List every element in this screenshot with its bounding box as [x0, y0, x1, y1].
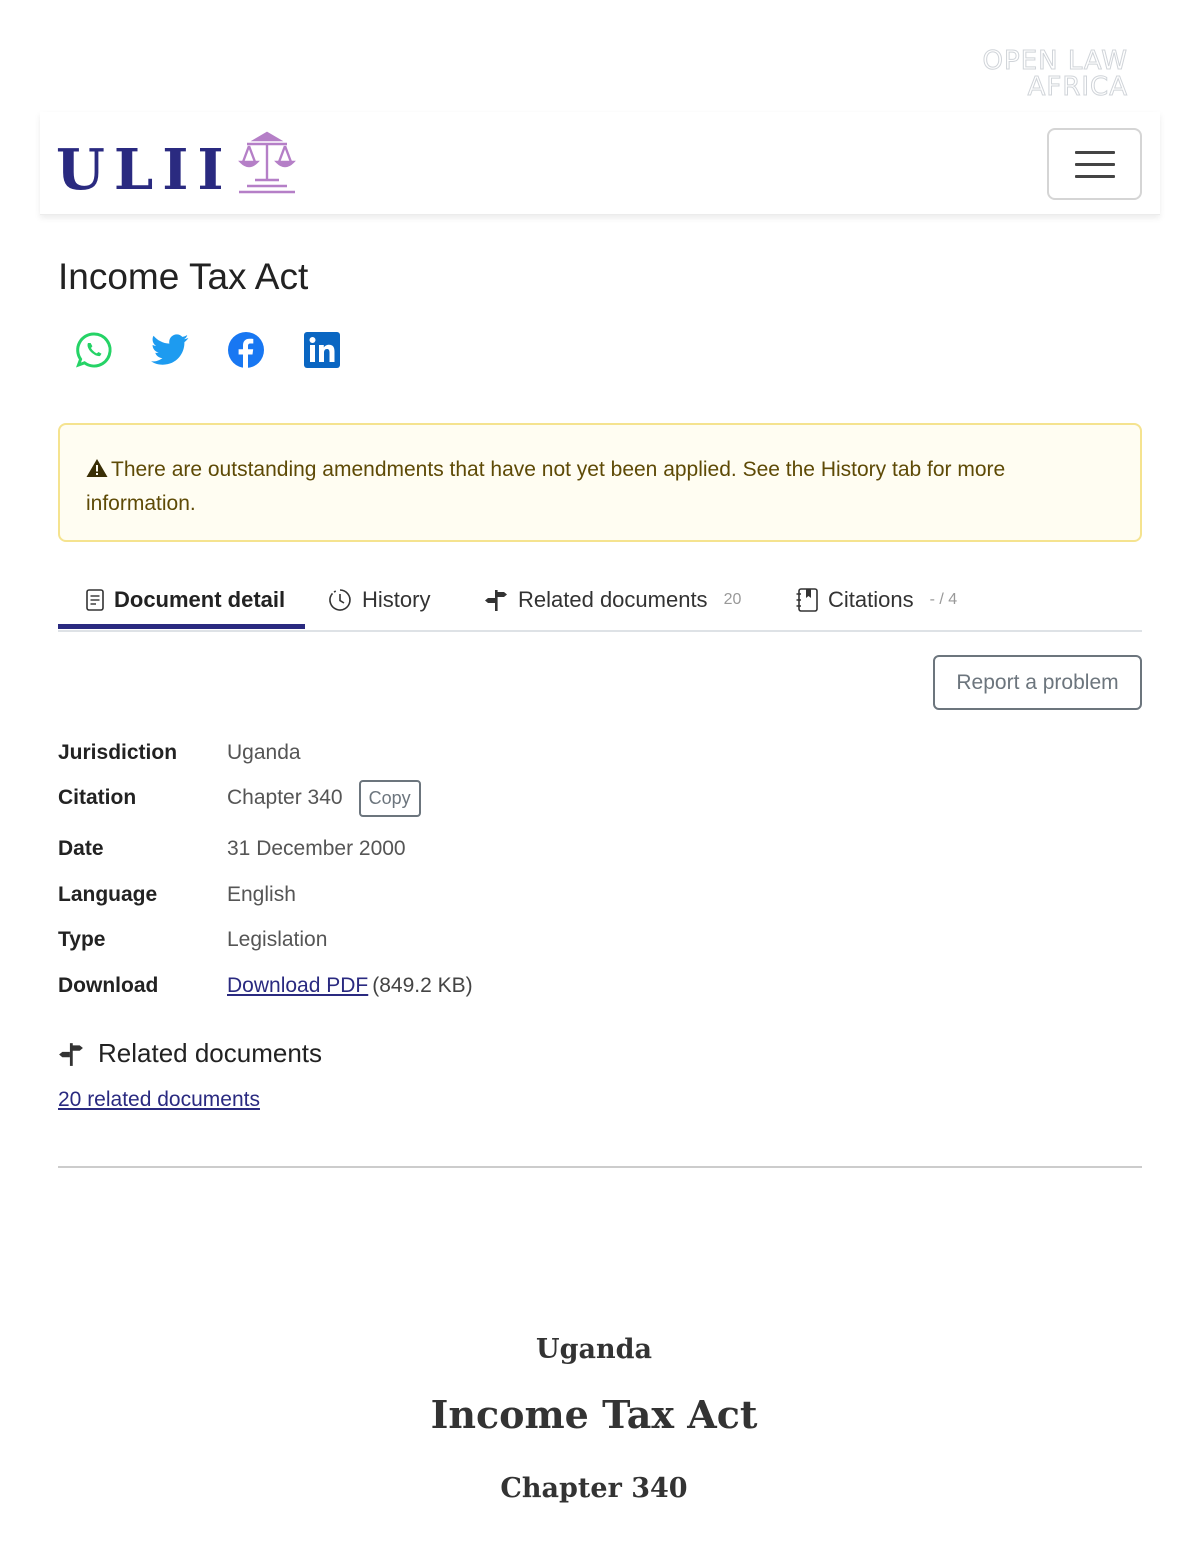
detail-label: Jurisdiction — [58, 741, 178, 764]
brand-text: ULII — [56, 137, 233, 203]
detail-value: Legislation — [227, 928, 328, 951]
tab-label: Document detail — [114, 587, 286, 612]
tab-label: Citations — [828, 587, 914, 612]
report-problem-button[interactable]: Report a problem — [933, 655, 1142, 710]
tab-label: History — [362, 587, 431, 612]
document-country: Uganda — [536, 1334, 652, 1365]
document-icon — [86, 589, 104, 611]
twitter-icon[interactable] — [150, 330, 190, 370]
tab-label: Related documents — [518, 587, 708, 612]
open-law-africa-logo[interactable] — [968, 46, 1138, 102]
warning-triangle-icon — [86, 458, 108, 478]
document-details — [58, 736, 858, 1009]
related-documents-link[interactable]: 20 related documents — [58, 1088, 260, 1111]
amendments-alert — [58, 423, 1142, 542]
tab-count: 20 — [723, 591, 742, 608]
detail-value: 31 December 2000 — [227, 837, 406, 860]
detail-label: Language — [58, 882, 158, 906]
linkedin-icon[interactable] — [302, 330, 342, 370]
file-size: (849.2 KB) — [372, 974, 473, 997]
active-tab-indicator — [58, 624, 305, 629]
whatsapp-icon[interactable] — [74, 330, 114, 370]
detail-value: Chapter 340 — [227, 786, 343, 809]
tab-count: - / 4 — [929, 591, 958, 608]
journal-bookmark-icon — [796, 588, 818, 612]
navbar — [40, 112, 1160, 215]
hamburger-menu-icon — [1075, 151, 1115, 154]
document-title: Income Tax Act — [430, 1392, 758, 1437]
detail-row-download — [58, 963, 858, 1009]
detail-label: Type — [58, 928, 106, 951]
detail-row-date — [58, 826, 858, 872]
detail-label: Citation — [58, 786, 137, 809]
facebook-icon[interactable] — [226, 330, 266, 370]
detail-value: Uganda — [227, 741, 301, 764]
clock-icon — [328, 588, 352, 612]
detail-value: English — [227, 882, 296, 906]
logo-line-1: OPEN LAW — [982, 46, 1128, 76]
divider — [58, 1166, 1142, 1168]
tab-document-detail[interactable] — [86, 570, 285, 630]
detail-label: Download — [58, 974, 159, 997]
brand-logo[interactable] — [56, 128, 299, 203]
detail-label: Date — [58, 837, 104, 860]
scales-of-justice-icon — [235, 130, 299, 196]
section-title: Related documents — [98, 1038, 323, 1068]
tab-related-documents[interactable] — [484, 570, 741, 630]
alert-text: There are outstanding amendments that have not yet been applied. See the History tab for more information. — [86, 458, 1006, 515]
detail-row-type — [58, 917, 858, 963]
tab-citations[interactable] — [796, 570, 957, 630]
detail-row-language — [58, 872, 858, 917]
signpost-icon — [484, 588, 508, 612]
hamburger-menu-button[interactable] — [1047, 128, 1142, 200]
document-chapter: Chapter 340 — [500, 1473, 688, 1504]
share-links — [74, 330, 342, 370]
copy-citation-button[interactable]: Copy — [359, 780, 421, 817]
signpost-icon — [58, 1041, 84, 1067]
detail-row-jurisdiction — [58, 736, 858, 770]
tab-history[interactable] — [328, 570, 430, 630]
detail-row-citation — [58, 770, 858, 826]
document-tabs — [58, 570, 1142, 632]
related-documents-heading — [58, 1038, 322, 1069]
logo-line-2: AFRICA — [1027, 72, 1128, 102]
page-title: Income Tax Act — [58, 256, 309, 297]
download-pdf-link[interactable]: Download PDF — [227, 974, 369, 997]
